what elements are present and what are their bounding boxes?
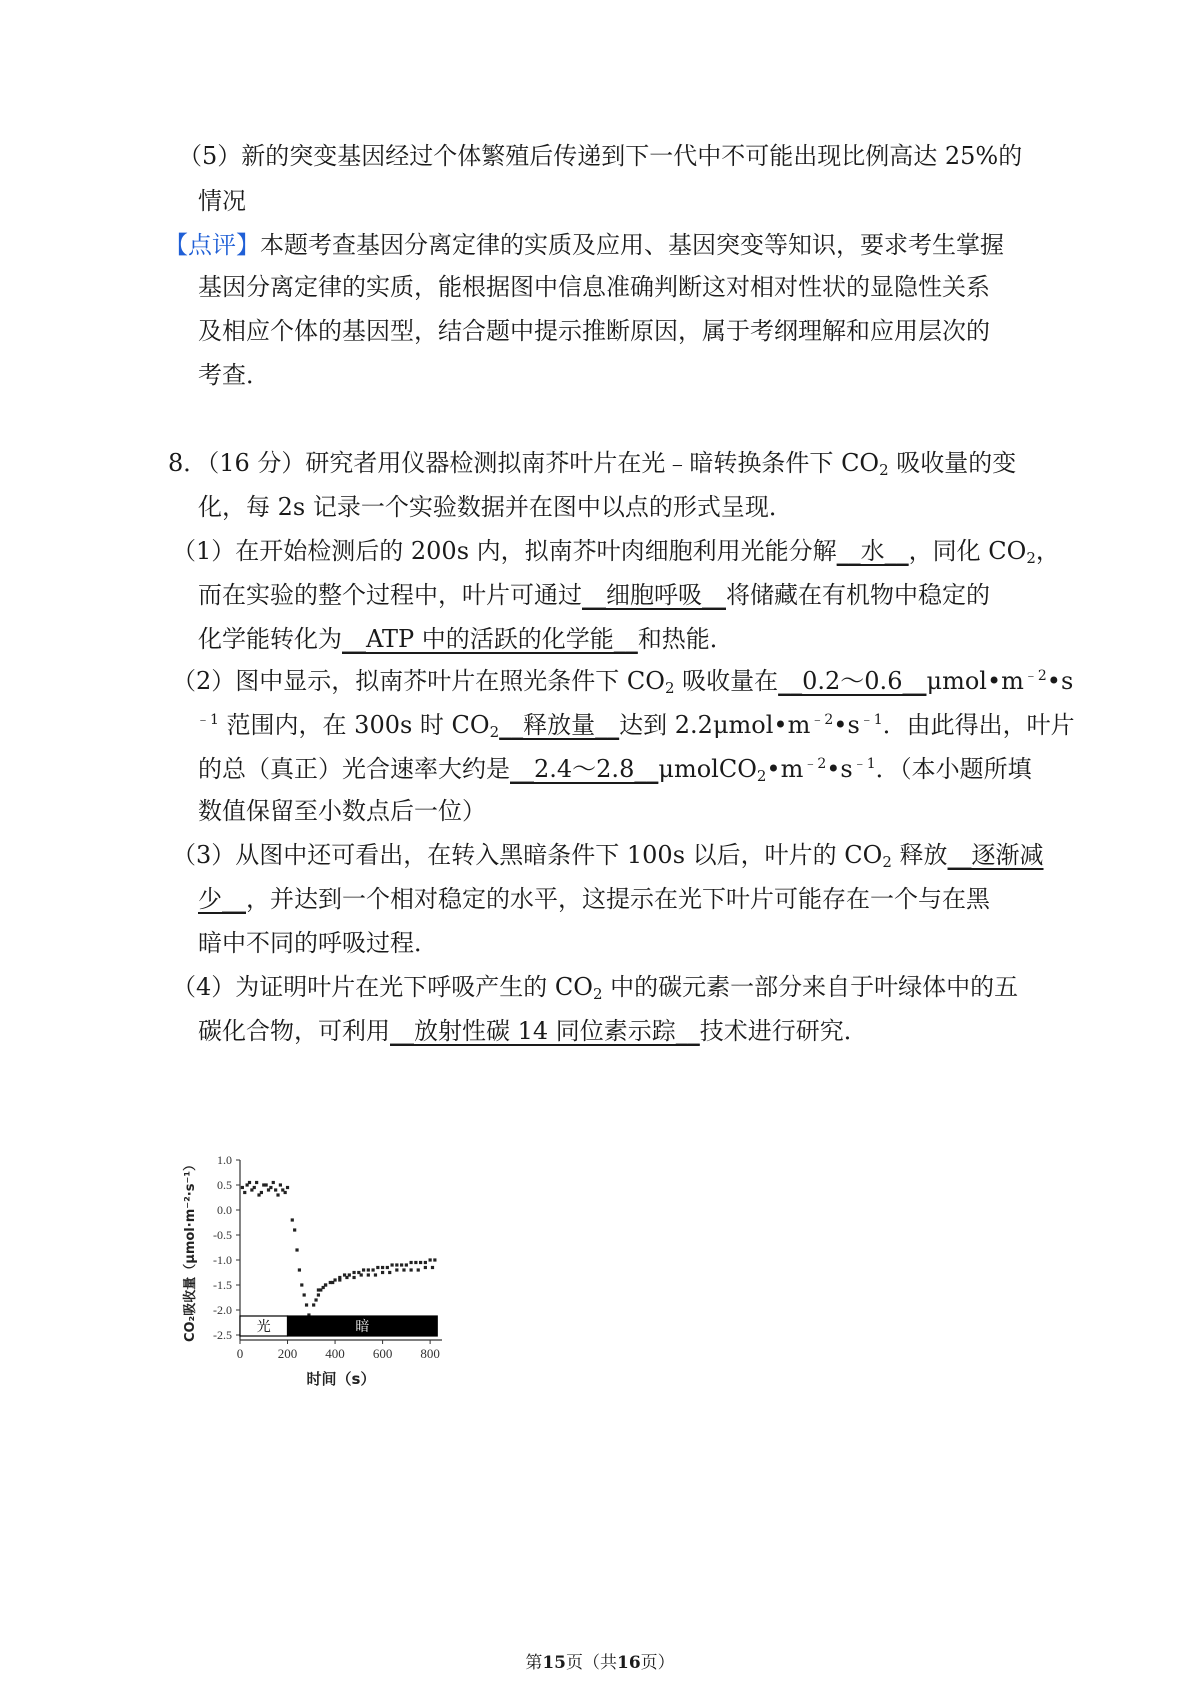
x-tick-label: 200 (277, 1346, 298, 1361)
data-point (253, 1186, 256, 1189)
q8-stem-post: 吸收量的变 (888, 449, 1017, 477)
p3-c: 暗中不同的呼吸过程． (198, 929, 438, 957)
data-point (424, 1266, 427, 1269)
answer-uptake-range: __0.2～0.6__ (778, 667, 927, 695)
p4-b-pre: 碳化合物，可利用 (198, 1017, 390, 1045)
data-point (272, 1181, 275, 1184)
q7-comment-text-b: 基因分离定律的实质，能根据图中信息准确判断这对相对性状的显隐性关系 (198, 273, 990, 301)
footer-pre: 第 (525, 1653, 543, 1673)
data-point (405, 1263, 408, 1266)
data-point (371, 1268, 374, 1271)
p4-a-post: 中的碳元素一部分来自于叶绿体中的五 (602, 973, 1019, 1001)
data-point (388, 1271, 391, 1274)
p2-d: 数值保留至小数点后一位） (198, 797, 486, 825)
p2-a-s: •s (1046, 667, 1074, 695)
data-point (414, 1261, 417, 1264)
q8-part1-line2 (198, 580, 990, 610)
data-point (314, 1298, 317, 1301)
data-point (317, 1293, 320, 1296)
data-point (262, 1183, 265, 1186)
data-point (367, 1268, 370, 1271)
data-point (276, 1193, 279, 1196)
data-point (362, 1268, 365, 1271)
data-point (352, 1271, 355, 1274)
p2-c-s: •s (826, 755, 853, 783)
data-point (279, 1183, 282, 1186)
p2-b-s: •s (833, 711, 860, 739)
footer-mid: 页（共 (566, 1653, 617, 1673)
q8-part1-line1 (172, 536, 1060, 566)
co2-subscript: 2 (489, 723, 500, 741)
p1-a-post: ，同化 CO (908, 537, 1027, 565)
q7-item5-line2 (198, 186, 246, 216)
data-point (402, 1268, 405, 1271)
p1-c-pre: 化学能转化为 (198, 625, 342, 653)
sup-neg2: ﹣2 (810, 712, 834, 728)
p4-a-pre: （4）为证明叶片在光下呼吸产生的 CO (172, 973, 593, 1001)
data-point (293, 1228, 296, 1231)
comment-tag: 【点评】 (164, 231, 260, 259)
y-tick-label: -2.0 (213, 1303, 232, 1317)
q7-comment-text-a: 本题考查基因分离定律的实质及应用、基因突变等知识，要求考生掌握 (260, 231, 1004, 259)
data-point (433, 1258, 436, 1261)
y-tick-label: 1.0 (217, 1153, 232, 1167)
p2-c-pre: 的总（真正）光合速率大约是 (198, 755, 510, 783)
data-point (255, 1181, 258, 1184)
y-tick-label: -1.5 (213, 1278, 232, 1292)
data-point (331, 1281, 334, 1284)
footer-post: 页） (640, 1653, 675, 1673)
q7-comment-line1 (164, 230, 1004, 260)
data-point (429, 1258, 432, 1261)
data-point (274, 1188, 277, 1191)
p2-c-unit: μmolCO (658, 755, 757, 783)
q7-comment-text-d: 考查． (198, 361, 270, 389)
page-number: 15 (542, 1653, 566, 1673)
q7-item5-text-a: （5）新的突变基因经过个体繁殖后传递到下一代中不可能出现比例高达 25%的 (178, 142, 1023, 170)
co2-subscript: 2 (664, 679, 675, 697)
data-point (395, 1263, 398, 1266)
x-axis-title: 时间（s） (306, 1370, 376, 1388)
data-point (257, 1193, 260, 1196)
page-total: 16 (617, 1653, 641, 1673)
data-point (241, 1186, 244, 1189)
p1-a-pre: （1）在开始检测后的 200s 内，拟南芥叶肉细胞利用光能分解 (172, 537, 837, 565)
data-point (267, 1188, 270, 1191)
p2-b-end: ．由此得出，叶片 (882, 711, 1075, 739)
chart-points (241, 1181, 437, 1322)
q8-stem-b: 化，每 2s 记录一个实验数据并在图中以点的形式呈现． (198, 493, 793, 521)
data-point (390, 1263, 393, 1266)
data-point (303, 1293, 306, 1296)
data-point (367, 1273, 370, 1276)
q8-part3-line1 (172, 840, 1044, 870)
y-tick-label: -0.5 (213, 1228, 232, 1242)
sup-neg1: ﹣1 (859, 712, 883, 728)
data-point (410, 1261, 413, 1264)
q7-comment-line3 (198, 316, 990, 346)
answer-isotope: __放射性碳 14 同位素示踪__ (390, 1017, 700, 1045)
x-tick-label: 800 (420, 1346, 440, 1361)
p1-a-end: ， (1035, 537, 1060, 565)
p2-c-m: •m (766, 755, 804, 783)
q7-item5-text-b: 情况 (198, 187, 246, 215)
page-footer (0, 1652, 1200, 1674)
p3-a-pre: （3）从图中还可看出，在转入黑暗条件下 100s 以后，叶片的 CO (172, 841, 883, 869)
q7-comment-line4 (198, 360, 270, 390)
data-point (312, 1303, 315, 1306)
dark-label: 暗 (355, 1319, 370, 1335)
data-point (424, 1261, 427, 1264)
data-point (374, 1273, 377, 1276)
data-point (295, 1248, 298, 1251)
sup-neg1: ﹣1 (852, 756, 876, 772)
answer-respiration: __细胞呼吸__ (582, 581, 726, 609)
data-point (291, 1218, 294, 1221)
p2-a-mid: 吸收量在 (674, 667, 779, 695)
p2-a-unit: μmol•m (926, 667, 1024, 695)
p2-c-end: ．（本小题所填 (875, 755, 1032, 783)
data-point (248, 1181, 251, 1184)
co2-uptake-chart (180, 1150, 480, 1420)
q8-stem-line1 (168, 448, 1016, 478)
data-point (395, 1268, 398, 1271)
data-point (381, 1271, 384, 1274)
q8-part2-line2 (196, 710, 1075, 740)
q8-part3-line3 (198, 928, 438, 958)
sup-neg2: ﹣2 (1023, 668, 1047, 684)
answer-atp: __ATP 中的活跃的化学能__ (342, 625, 638, 653)
data-point (317, 1288, 320, 1291)
q7-comment-line2 (198, 272, 990, 302)
p1-c-post: 和热能． (637, 625, 734, 653)
p2-b-pre: 范围内，在 300s 时 CO (218, 711, 490, 739)
x-tick-label: 0 (236, 1346, 244, 1361)
x-tick-label: 600 (372, 1346, 393, 1361)
data-point (300, 1283, 303, 1286)
data-point (345, 1276, 348, 1279)
y-axis-title: CO₂吸收量（μmol·m⁻²·s⁻¹） (183, 1157, 198, 1343)
light-dark-bar (240, 1316, 437, 1336)
co2-subscript: 2 (882, 853, 892, 871)
data-point (305, 1303, 308, 1306)
sup-neg1: ﹣1 (196, 712, 219, 728)
q8-part1-line3 (198, 624, 734, 654)
q8-stem-line2 (198, 492, 793, 522)
data-point (431, 1266, 434, 1269)
co2-subscript: 2 (879, 461, 889, 479)
answer-decrease-b: 少__ (198, 885, 246, 913)
answer-decrease-a: __逐渐减 (947, 841, 1044, 869)
chart-labels (182, 1153, 440, 1388)
p4-b-post: 技术进行研究． (699, 1017, 868, 1045)
data-point (298, 1268, 301, 1271)
p3-b-post: ，并达到一个相对稳定的水平，这提示在光下叶片可能存在一个与在黑 (246, 885, 990, 913)
y-tick-label: 0.5 (217, 1178, 232, 1192)
p2-b-post: 达到 2.2μmol•m (619, 711, 811, 739)
data-point (360, 1273, 363, 1276)
data-point (324, 1283, 327, 1286)
data-point (376, 1266, 379, 1269)
data-point (386, 1266, 389, 1269)
data-point (410, 1268, 413, 1271)
data-point (381, 1266, 384, 1269)
data-point (281, 1188, 284, 1191)
q8-part2-line4 (198, 796, 486, 826)
co2-subscript: 2 (592, 985, 603, 1003)
p2-a-pre: （2）图中显示，拟南芥叶片在照光条件下 CO (172, 667, 665, 695)
answer-gross-rate: __2.4～2.8__ (510, 755, 659, 783)
q7-item5-line1 (178, 141, 1022, 171)
data-point (286, 1186, 289, 1189)
p1-b-post: 将储藏在有机物中稳定的 (726, 581, 990, 609)
q8-part2-line3 (198, 754, 1032, 784)
q7-comment-text-c: 及相应个体的基因型，结合题中提示推断原因，属于考纲理解和应用层次的 (198, 317, 990, 345)
y-tick-label: -2.5 (213, 1328, 232, 1342)
q8-part3-line2 (198, 884, 990, 914)
p3-a-mid: 释放 (891, 841, 948, 869)
co2-subscript: 2 (756, 767, 767, 785)
q8-part4-line2 (198, 1016, 868, 1046)
sup-neg2: ﹣2 (803, 756, 827, 772)
y-tick-label: -1.0 (213, 1253, 232, 1267)
co2-subscript: 2 (1026, 549, 1036, 567)
data-point (417, 1268, 420, 1271)
answer-water: __水__ (836, 537, 909, 565)
data-point (419, 1261, 422, 1264)
x-tick-label: 400 (325, 1346, 345, 1361)
y-tick-label: 0.0 (217, 1203, 232, 1217)
light-label: 光 (256, 1319, 271, 1335)
q8-part2-line1 (172, 666, 1073, 696)
data-point (243, 1191, 246, 1194)
answer-release: __释放量__ (499, 711, 620, 739)
q8-part4-line1 (172, 972, 1018, 1002)
data-point (400, 1263, 403, 1266)
data-point (338, 1278, 341, 1281)
q8-stem-pre: 8．（16 分）研究者用仪器检测拟南芥叶片在光﹣暗转换条件下 CO (168, 449, 880, 477)
p1-b-pre: 而在实验的整个过程中，叶片可通过 (198, 581, 582, 609)
data-point (352, 1276, 355, 1279)
